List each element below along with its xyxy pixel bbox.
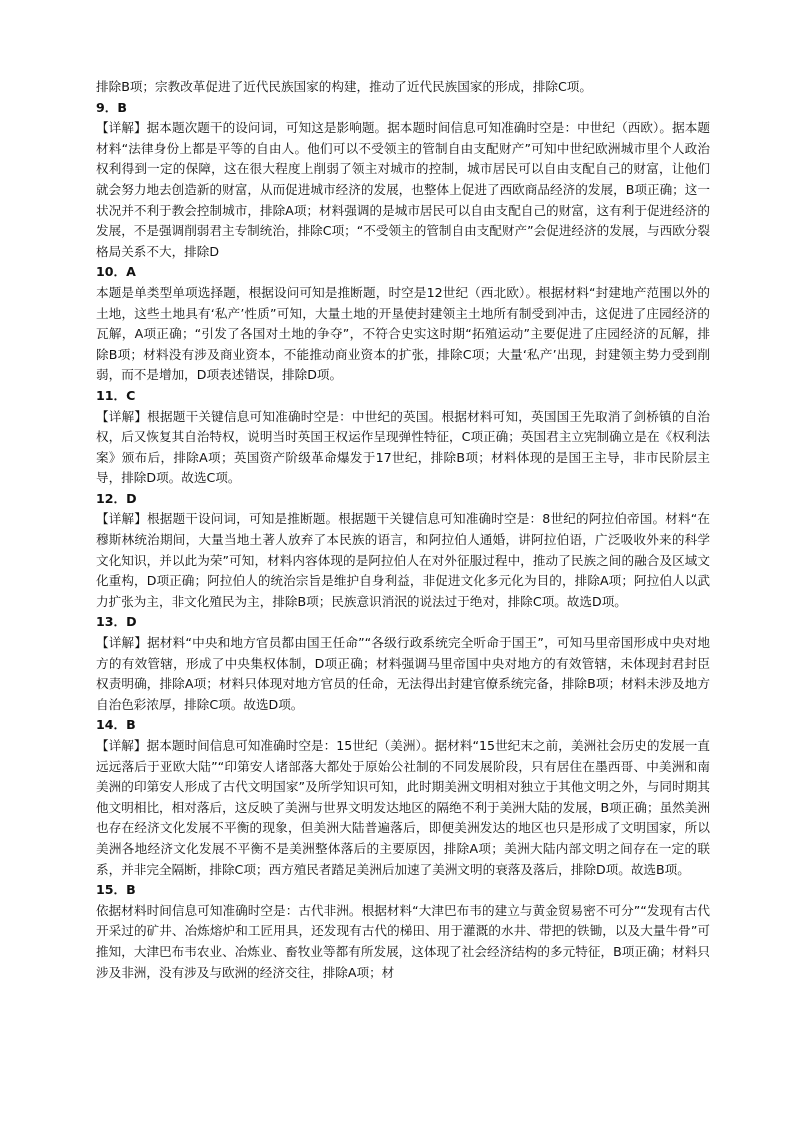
question-number: 12．D <box>96 490 137 506</box>
question-number: 10．A <box>96 264 136 280</box>
question-number: 13．D <box>96 614 137 630</box>
explanation-paragraph: 依据材料时间信息可知准确时空是：古代非洲。根据材料“大津巴布韦的建立与黄金贸易密不可分”“发现有古代开采过的矿井、冶炼熔炉和工匠用具，还发现有古代的梯田、用于灌溉的水井、带把的铁锄，以及大量牛骨”可推知，大津巴布韦农业、冶炼业、畜牧业等都有所发展，这体现了社会经济结构的多元特征，B项正确；材料只涉及非洲，没有涉及与欧洲的经济交往，排除A项；材 <box>96 902 710 980</box>
explanation-paragraph: 排除B项；宗教改革促进了近代民族国家的构建，推动了近代民族国家的形成，排除C项。 <box>96 79 592 94</box>
question-number: 11．C <box>96 387 136 403</box>
explanation-paragraph: 【详解】据本题次题干的设问词，可知这是影响题。据本题时间信息可知准确时空是：中世纪（西欧）。据本题材料“法律身份上都是平等的自由人。他们可以不受领主的管制自由支配财产”可知中世纪欧洲城市里个人政治权利得到一定的保障，这在很大程度上削弱了领主对城市的控制，城市居民可以自由支配自己的财富，让他们就会努力地去创造新的财富，从而促进城市经济的发展，也整体上促进了西欧商品经济的发展，B项正确；这一状况并不利于教会控制城市，排除A项；材料强调的是城市居民可以自由支配自己的财富，这有利于促进经济的发展，不是强调削弱君主专制统治，排除C项；“不受领主的管制自由支配财产”会促进经济的发展，与西欧分裂格局关系不大，排除D <box>96 120 710 259</box>
question-number: 9．B <box>96 99 127 115</box>
explanation-paragraph: 【详解】根据题干关键信息可知准确时空是：中世纪的英国。根据材料可知，英国国王先取消了剑桥镇的自治权，后又恢复其自治特权，说明当时英国王权运作呈现弹性特征，C项正确；英国君主立宪制确立是在《权利法案》颁布后，排除A项；英国资产阶级革命爆发于17世纪，排除B项；材料体现的是国王主导，非市民阶层主导，排除D项。故选C项。 <box>96 408 710 486</box>
explanation-paragraph: 【详解】据材料“中央和地方官员都由国王任命”“各级行政系统完全听命于国王”，可知马里帝国形成中央对地方的有效管辖，形成了中央集权体制，D项正确；材料强调马里帝国中央对地方的有效管辖，未体现封君封臣权责明确，排除A项；材料只体现对地方官员的任命，无法得出封建官僚系统完备，排除B项；材料未涉及地方自治色彩浓厚，排除C项。故选D项。 <box>96 635 710 712</box>
question-number: 15．B <box>96 882 136 898</box>
question-number: 14．B <box>96 717 136 733</box>
answer-page <box>96 77 710 983</box>
explanation-paragraph: 【详解】据本题时间信息可知准确时空是：15世纪（美洲）。据材料“15世纪末之前，美洲社会历史的发展一直远远落后于亚欧大陆”“印第安人诸部落大都处于原始公社制的不同发展阶段，只有居住在墨西哥、中美洲和南美洲的印第安人形成了古代文明国家”及所学知识可知，此时期美洲文明相对独立于其他文明之外，与同时期其他文明相比，相对落后，这反映了美洲与世界文明发达地区的隔绝不利于美洲大陆的发展，B项正确；虽然美洲也存在经济文化发展不平衡的现象，但美洲大陆普遍落后，即便美洲发达的地区也只是形成了文明国家，所以美洲各地经济文化发展不平衡不是美洲整体落后的主要原因，排除A项；美洲大陆内部文明之间存在一定的联系，并非完全隔断，排除C项；西方殖民者踏足美洲后加速了美洲文明的衰落及落后，排除D项。故选B项。 <box>96 738 710 877</box>
explanation-paragraph: 【详解】根据题干设问词，可知是推断题。根据题干关键信息可知准确时空是：8世纪的阿拉伯帝国。材料“在穆斯林统治期间，大量当地土著人放弃了本民族的语言，和阿拉伯人通婚，讲阿拉伯语，广泛吸收外来的科学文化知识，并以此为荣”可知，材料内容体现的是阿拉伯人在对外征服过程中，推动了民族之间的融合及区域文化重构，D项正确；阿拉伯人的统治宗旨是维护自身利益，非促进文化多元化为目的，排除A项；阿拉伯人以武力扩张为主，非文化殖民为主，排除B项；民族意识消泯的说法过于绝对，排除C项。故选D项。 <box>96 511 710 609</box>
explanation-paragraph: 本题是单类型单项选择题，根据设问可知是推断题，时空是12世纪（西北欧）。根据材料“封建地产范围以外的土地，这些土地具有‘私产’性质”可知，大量土地的开垦使封建领主土地所有制受到冲击，这促进了庄园经济的瓦解，A项正确；“引发了各国对土地的争夺”，不符合史实这时期“拓殖运动”主要促进了庄园经济的瓦解，排除B项；材料没有涉及商业资本，不能推动商业资本的扩张，排除C项；大量‘私产’出现，封建领主势力受到削弱，而不是增加，D项表述错误，排除D项。 <box>96 284 710 383</box>
